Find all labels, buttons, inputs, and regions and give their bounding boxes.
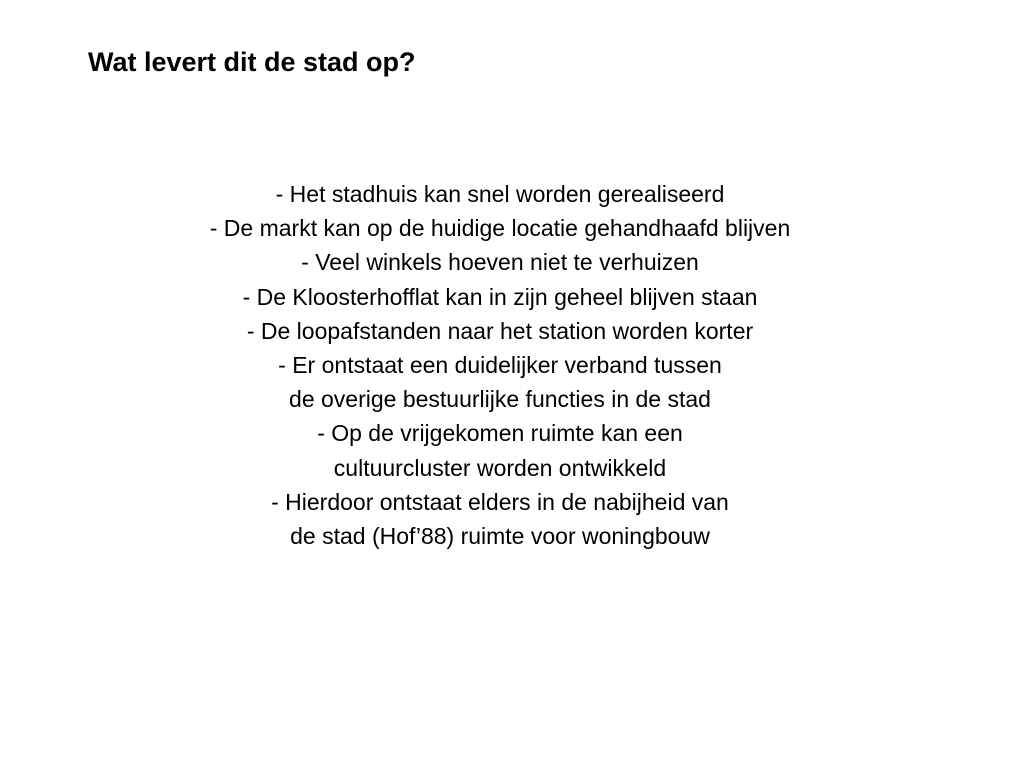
body-line: de stad (Hof’88) ruimte voor woningbouw: [290, 523, 710, 550]
body-line: - Op de vrijgekomen ruimte kan een: [317, 420, 683, 447]
body-line: - De markt kan op de huidige locatie gehandhaafd blijven: [209, 215, 791, 242]
body-line: - De Kloosterhofflat kan in zijn geheel blijven staan: [242, 283, 758, 310]
slide-title: Wat levert dit de stad op?: [88, 47, 416, 77]
body-line: - Er ontstaat een duidelijker verband tussen: [278, 352, 722, 379]
slide-body: [0, 177, 1000, 553]
body-line: - De loopafstanden naar het station worden korter: [246, 317, 754, 344]
body-line: - Het stadhuis kan snel worden gerealiseerd: [275, 181, 725, 207]
body-line: - Hierdoor ontstaat elders in de nabijheid van: [271, 488, 729, 515]
body-line: de overige bestuurlijke functies in de stad: [289, 386, 711, 413]
body-line: - Veel winkels hoeven niet te verhuizen: [301, 249, 699, 276]
body-line: cultuurcluster worden ontwikkeld: [333, 454, 667, 481]
